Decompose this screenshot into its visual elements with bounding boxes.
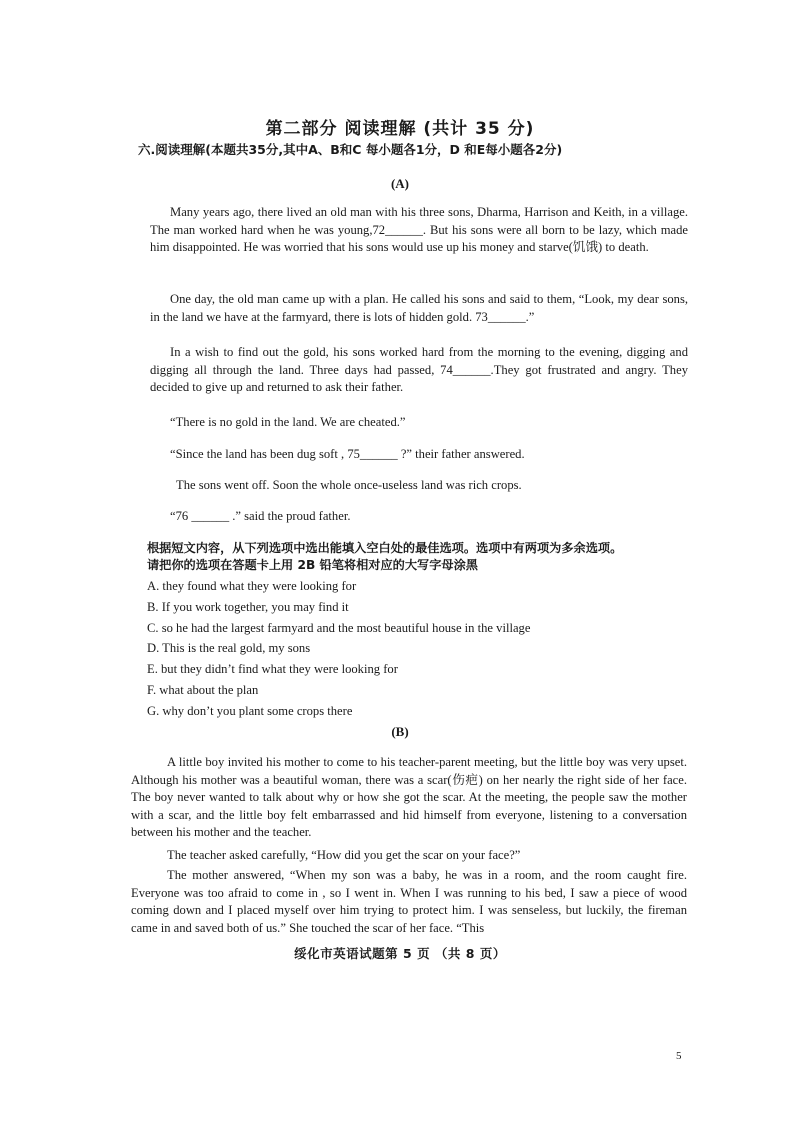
option-d: D. This is the real gold, my sons xyxy=(147,641,311,655)
answer-instructions xyxy=(147,540,707,574)
option-f: F. what about the plan xyxy=(147,683,259,697)
passage-b-paragraph-3: The mother answered, “When my son was a baby, he was in a room, and the room caught fire. Everyone was too afraid to come in , so I went in. When I was running to his bed, I saw a piece of wood coming down and I placed myself over him trying to protect him. I was senseless, but luckily, the fireman came in and saved both of us.” She touched the scar of her face. “This xyxy=(131,868,687,935)
passage-a-dialogue-3: The sons went off. Soon the whole once-useless land was rich crops. xyxy=(176,478,522,492)
option-a: A. they found what they were looking for xyxy=(147,579,357,593)
passage-b-paragraph-2: The teacher asked carefully, “How did you get the scar on your face?” xyxy=(167,848,521,862)
part-title: 第二部分 阅读理解 (共计 35 分) xyxy=(265,119,535,139)
option-c: C. so he had the largest farmyard and the most beautiful house in the village xyxy=(147,621,531,635)
passage-a-paragraph-1: Many years ago, there lived an old man with his three sons, Dharma, Harrison and Keith, in a village. The man worked hard when he was young,72______. But his sons were all born to be lazy, which made him disappointed. He was worried that his sons would use up his money and starve(饥饿) to death. xyxy=(150,205,688,254)
passage-b-label: (B) xyxy=(391,724,409,739)
page-number: 5 xyxy=(676,1050,682,1062)
option-e: E. but they didn’t find what they were looking for xyxy=(147,662,398,676)
passage-a-dialogue-4: “76 ______ .” said the proud father. xyxy=(170,509,351,523)
page-footer: 绥化市英语试题第 5 页 （共 8 页） xyxy=(294,946,506,961)
instruction-line-2: 请把你的选项在答题卡上用 2B 铅笔将相对应的大写字母涂黑 xyxy=(147,558,478,572)
passage-a-paragraph-3: In a wish to find out the gold, his sons worked hard from the morning to the evening, digging and digging all through the land. Three days had passed, 74______.They got frustrated and angry. They decided to give up and returned to ask their father. xyxy=(150,345,688,394)
passage-a-label: (A) xyxy=(390,176,410,191)
passage-a-dialogue-1: “There is no gold in the land. We are cheated.” xyxy=(170,415,406,429)
passage-b-paragraph-1: A little boy invited his mother to come to his teacher-parent meeting, but the little boy was very upset. Although his mother was a beautiful woman, there was a scar(伤疤) on her nearly the right side of her face. The boy never wanted to talk about why or how she got the scar. At the meeting, the people saw the mother with a scar, and the little boy felt embarrassed and hid himself from everyone, listening to a conversation between his mother and the teacher. xyxy=(131,755,687,839)
section-header: 六.阅读理解(本题共35分,其中A、B和C 每小题各1分，D 和E每小题各2分) xyxy=(138,142,563,157)
passage-a-dialogue-2: “Since the land has been dug soft , 75______ ?” their father answered. xyxy=(170,447,525,461)
option-b: B. If you work together, you may find it xyxy=(147,600,349,614)
instruction-line-1: 根据短文内容，从下列选项中选出能填入空白处的最佳选项。选项中有两项为多余选项。 xyxy=(147,541,623,555)
passage-a-paragraph-2: One day, the old man came up with a plan. He called his sons and said to them, “Look, my dear sons, in the land we have at the farmyard, there is lots of hidden gold. 73______.” xyxy=(150,292,688,324)
option-g: G. why don’t you plant some crops there xyxy=(147,704,353,718)
